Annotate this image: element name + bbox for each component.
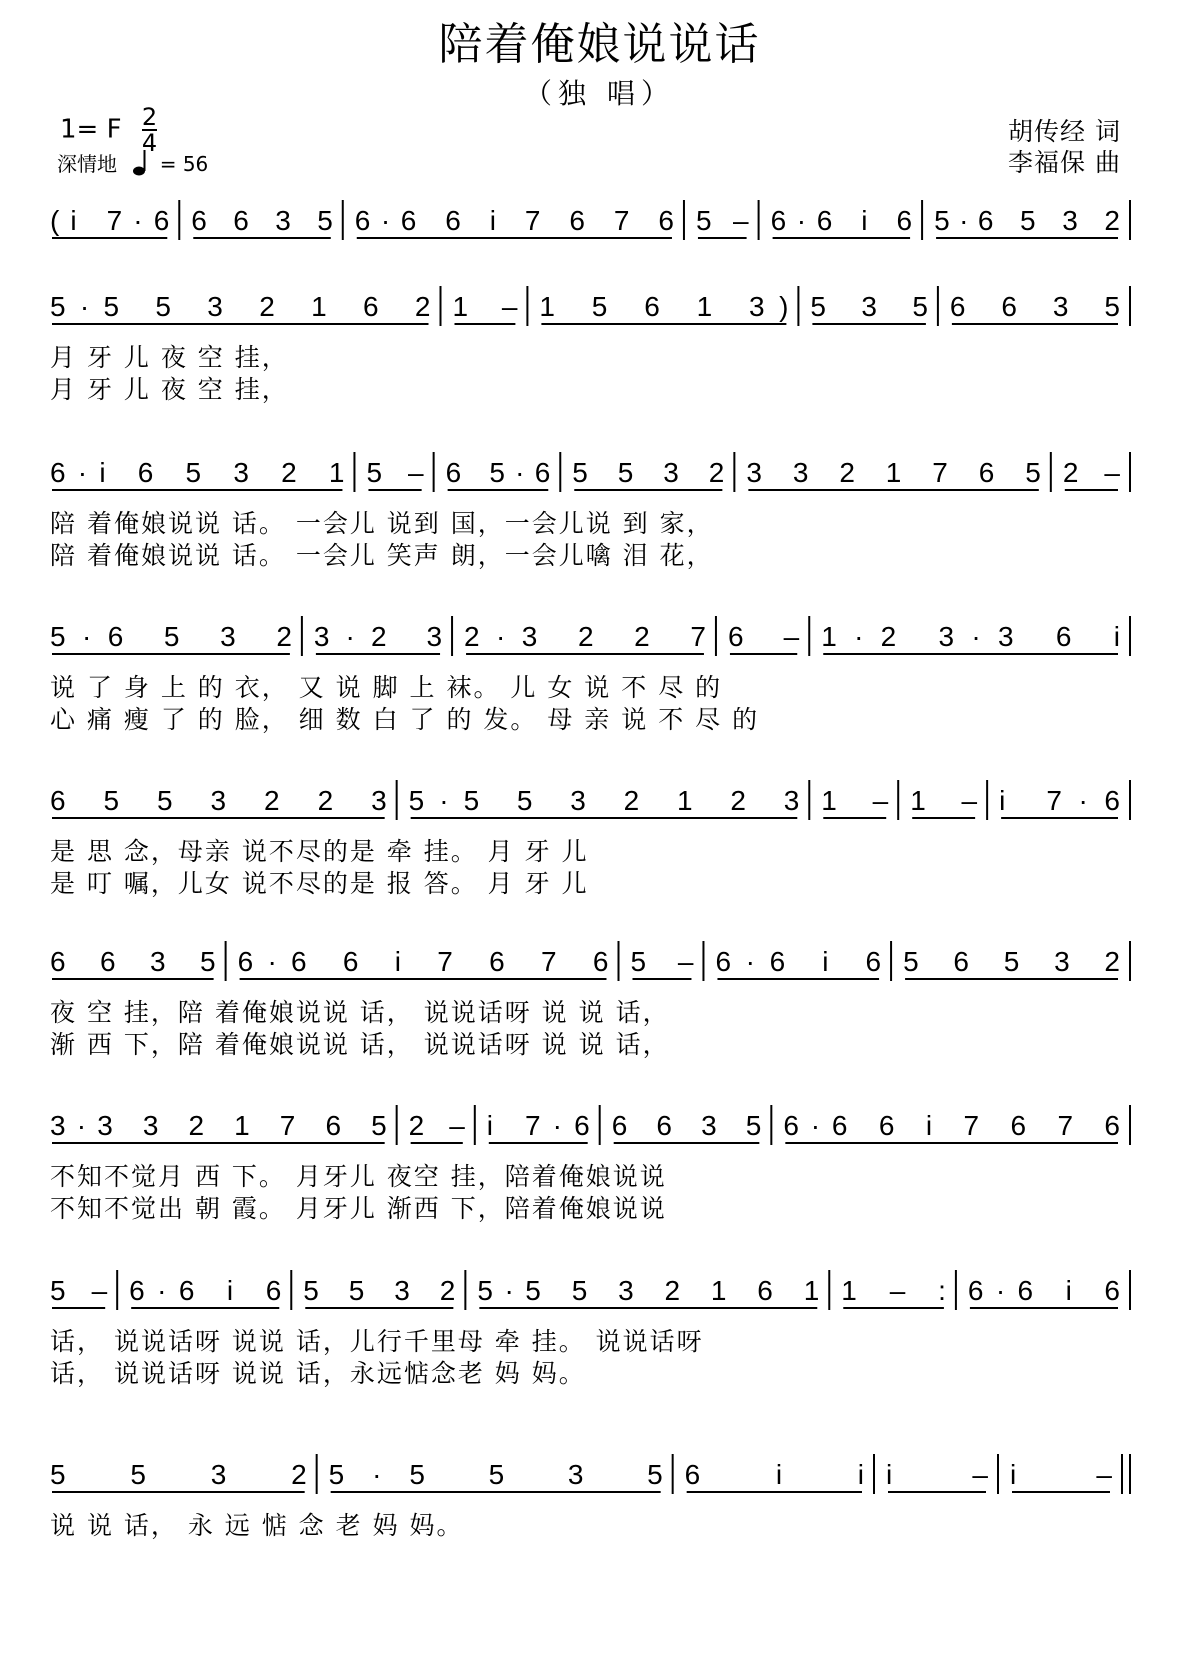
- time-sig-top: 2: [141, 103, 158, 131]
- measure-notes: 5·5 5 3 2 1 2 3: [408, 785, 800, 816]
- measure-notes: 6·6 6 i 7 6 7 6: [354, 205, 674, 236]
- lyric-line: [50, 1191, 1090, 1223]
- lyric-text: 是 叮 嘱，儿女 说不尽的是 报 答。 月 牙 儿: [50, 869, 589, 898]
- measure-notes: i 7·6: [486, 1110, 590, 1141]
- quarter-note-icon: [133, 150, 147, 181]
- measure-notes: 3·2 3: [313, 621, 443, 652]
- lyric-line: [50, 670, 1090, 702]
- measure-notes: 1 –: [910, 785, 978, 816]
- lyric-text: 不知不觉月 西 下。 月牙儿 夜空 挂，陪着俺娘说说: [50, 1162, 667, 1191]
- tempo-word: 深情地: [57, 152, 117, 176]
- measure-notes: 5·6 5 3 2: [934, 205, 1120, 236]
- lyric-text: 月 牙 儿 夜 空 挂，: [50, 375, 289, 404]
- lyric-line: [50, 372, 1090, 404]
- measure-notes: 5 3 5: [810, 291, 928, 322]
- score-system: [40, 1097, 1150, 1237]
- score-system: [40, 278, 1150, 418]
- measure-notes: 2 –: [1062, 457, 1120, 488]
- song-subtitle: （独 唱）: [524, 77, 675, 110]
- notation-line: [40, 1097, 1150, 1153]
- notation-line: [40, 444, 1150, 500]
- measure-notes: i –: [886, 1459, 988, 1490]
- notation-line: [40, 772, 1150, 828]
- measure-notes: 5 5 3 2: [303, 1275, 456, 1306]
- time-sig-bottom: 4: [141, 129, 158, 157]
- lyric-text: 话， 说说话呀 说说 话，永远惦念老 妈 妈。: [50, 1359, 586, 1388]
- lyric-line: [50, 1356, 1090, 1388]
- tempo-value: = 56: [159, 152, 209, 176]
- measure-notes: 6 6 3 5: [949, 291, 1120, 322]
- lyric-line: [50, 538, 1090, 570]
- notation-line: [40, 278, 1150, 334]
- composer-credit: 李福保 曲: [1008, 148, 1121, 177]
- lyric-line: [50, 506, 1090, 538]
- measure-notes: 2 –: [408, 1110, 465, 1141]
- lyric-text: 陪 着俺娘说说 话。 一会儿 笑声 朗，一会儿噙 泪 花，: [50, 541, 714, 570]
- measure-notes: 5 –: [630, 946, 694, 977]
- measure-notes: 6 i i: [684, 1459, 864, 1490]
- lyric-text: 陪 着俺娘说说 话。 一会儿 说到 国，一会儿说 到 家，: [50, 509, 714, 538]
- score-system: [40, 608, 1150, 748]
- score-system: [40, 933, 1150, 1073]
- song-title: 陪着俺娘说说话: [438, 19, 761, 70]
- measure-notes: 6 5 5 3 2 2 3: [50, 785, 387, 816]
- lyric-line: [50, 1508, 1090, 1540]
- notation-line: [40, 1262, 1150, 1318]
- measure-notes: 6 –: [727, 621, 800, 652]
- measure-notes: 2·3 2 2 7: [464, 621, 706, 652]
- key-text: 1= F: [60, 114, 122, 145]
- score-system: [40, 444, 1150, 584]
- lyric-line: [50, 1027, 1090, 1059]
- lyric-text: 不知不觉出 朝 霞。 月牙儿 渐西 下，陪着俺娘说说: [50, 1194, 667, 1223]
- measure-notes: i 7·6: [999, 785, 1120, 816]
- measure-notes: i –: [1010, 1459, 1112, 1490]
- measure-notes: 5 6 5 3 2: [903, 946, 1120, 977]
- notation-line: [40, 192, 1150, 248]
- measure-notes: 5 –: [50, 1275, 108, 1306]
- lyric-text: 话， 说说话呀 说说 话，儿行千里母 牵 挂。 说说话呀: [50, 1327, 704, 1356]
- measure-notes: 6 6 3 5: [50, 946, 216, 977]
- measure-notes: 6·6 i 6: [715, 946, 882, 977]
- measure-notes: 1 –: [821, 785, 889, 816]
- lyric-line: [50, 340, 1090, 372]
- lyric-text: 夜 空 挂，陪 着俺娘说说 话， 说说话呀 说 说 话，: [50, 998, 670, 1027]
- score-system: [40, 1446, 1150, 1586]
- lyric-line: [50, 834, 1090, 866]
- lyric-line: [50, 866, 1090, 898]
- score-system: [40, 1262, 1150, 1402]
- notation-line: [40, 1446, 1150, 1502]
- lyric-text: 说 说 话， 永 远 惦 念 老 妈 妈。: [50, 1511, 464, 1540]
- lyric-line: [50, 1324, 1090, 1356]
- measure-notes: 5 5 3 2: [572, 457, 725, 488]
- measure-notes: 6 6 3 5: [191, 205, 333, 236]
- measure-notes: 5 –: [366, 457, 424, 488]
- measure-notes: (i 7·6: [50, 205, 170, 236]
- measure-notes: 1 – :: [841, 1275, 946, 1306]
- lyric-text: 渐 西 下，陪 着俺娘说说 话， 说说话呀 说 说 话，: [50, 1030, 670, 1059]
- measure-notes: 6·i 6 5 3 2 1: [50, 457, 345, 488]
- measure-notes: 5·6 5 3 2: [50, 621, 292, 652]
- lyric-text: 说 了 身 上 的 衣， 又 说 脚 上 袜。 儿 女 说 不 尽 的: [50, 673, 723, 702]
- measure-notes: 5·5 5 3 2 1 6 2: [50, 291, 431, 322]
- measure-notes: 1 –: [452, 291, 518, 322]
- measure-notes: 5 –: [695, 205, 749, 236]
- notation-line: [40, 933, 1150, 989]
- measure-notes: 6 6 3 5: [611, 1110, 762, 1141]
- measure-notes: 3·3 3 2 1 7 6 5: [50, 1110, 387, 1141]
- measure-notes: 5·5 5 3 5: [328, 1459, 663, 1490]
- measure-notes: 6·6 i 6: [967, 1275, 1120, 1306]
- lyric-text: 月 牙 儿 夜 空 挂，: [50, 343, 289, 372]
- lyricist-credit: 胡传经 词: [1008, 117, 1121, 146]
- lyric-text: 心 痛 瘦 了 的 脸， 细 数 白 了 的 发。 母 亲 说 不 尽 的: [50, 705, 760, 734]
- measure-notes: 6·6 6 i 7 6 7 6: [237, 946, 609, 977]
- measure-notes: 5·5 5 3 2 1 6 1: [477, 1275, 820, 1306]
- measure-notes: 1 5 6 1 3): [539, 291, 789, 322]
- measure-notes: 1·2 3·3 6 i: [821, 621, 1120, 652]
- measure-notes: 6·6 6 i 7 6 7 6: [783, 1110, 1120, 1141]
- notation-line: [40, 608, 1150, 664]
- measure-notes: 6·6 i 6: [770, 205, 913, 236]
- lyric-line: [50, 702, 1090, 734]
- measure-notes: 6·6 i 6: [129, 1275, 282, 1306]
- lyric-line: [50, 995, 1090, 1027]
- measure-notes: 3 3 2 1 7 6 5: [746, 457, 1041, 488]
- measure-notes: 5 5 3 2: [50, 1459, 307, 1490]
- measure-notes: 6 5·6: [445, 457, 551, 488]
- lyric-line: [50, 1159, 1090, 1191]
- lyric-text: 是 思 念，母亲 说不尽的是 牵 挂。 月 牙 儿: [50, 837, 589, 866]
- tempo-marking: [57, 148, 208, 181]
- score-system: [40, 772, 1150, 912]
